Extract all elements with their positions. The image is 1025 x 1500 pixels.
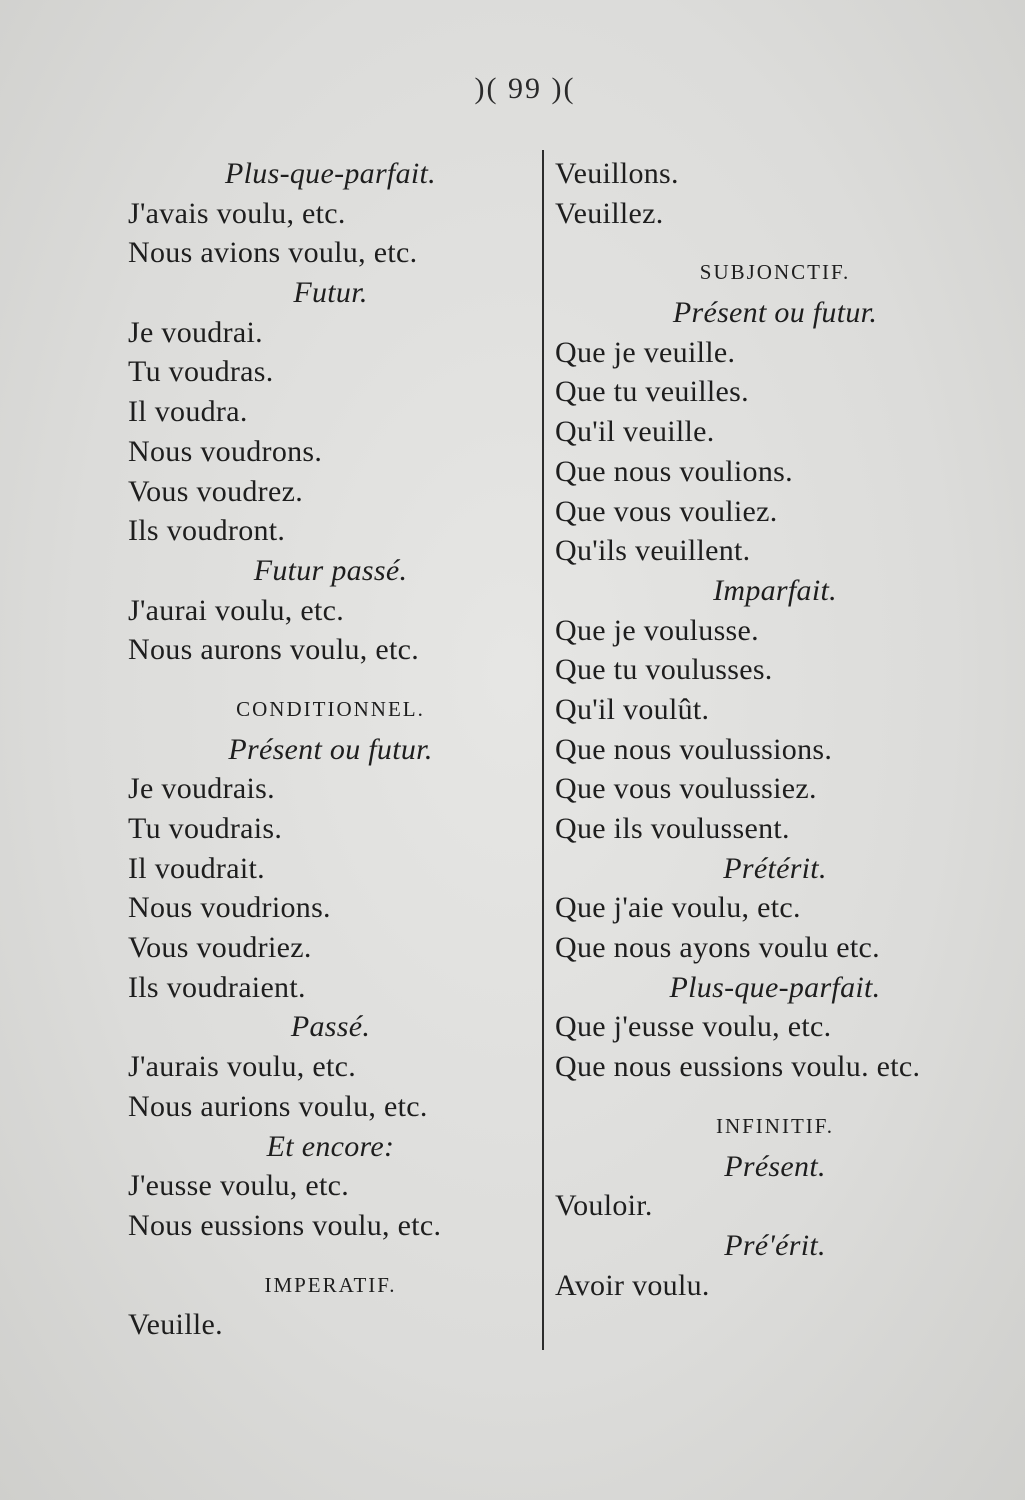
heading-passe: Passé. <box>290 1010 371 1044</box>
section-infinitif: INFINITIF. <box>715 1113 835 1138</box>
conjugation-line: Que vous voulussiez. <box>555 772 817 806</box>
heading-present-ou-futur: Présent ou futur. <box>228 732 433 766</box>
conjugation-line: Que nous voulussions. <box>555 732 833 766</box>
heading-present: Présent. <box>724 1149 826 1183</box>
conjugation-line: Je voudrai. <box>128 315 263 349</box>
conjugation-line: Que vous vouliez. <box>555 494 778 528</box>
conjugation-line: Que nous eussions voulu. etc. <box>555 1050 921 1084</box>
conjugation-line: Je voudrais. <box>128 772 275 806</box>
column-divider <box>542 150 544 1350</box>
conjugation-line: Vous voudrez. <box>128 474 303 508</box>
section-subjonctif: SUBJONCTIF. <box>699 260 851 285</box>
heading-futur-passe: Futur passé. <box>253 553 408 587</box>
section-imperatif: IMPERATIF. <box>264 1272 397 1297</box>
heading-preterit: Prétérit. <box>723 851 827 885</box>
heading-present-ou-futur: Présent ou futur. <box>672 296 878 330</box>
conjugation-line: Ils voudront. <box>128 514 286 548</box>
conjugation-line: Il voudra. <box>128 395 248 429</box>
conjugation-line: Qu'il veuille. <box>555 415 715 449</box>
heading-plus-que-parfait: Plus-que-parfait. <box>225 157 436 190</box>
conjugation-line: Nous voudrons. <box>128 434 323 468</box>
conjugation-line: J'avais voulu, etc. <box>128 196 346 230</box>
conjugation-line: Que je voulusse. <box>555 613 759 647</box>
conjugation-line: Que j'aie voulu, etc. <box>555 891 801 925</box>
conjugation-line: Que tu voulusses. <box>555 653 773 687</box>
conjugation-line: Vous voudriez. <box>128 931 312 965</box>
conjugation-line: Que je veuille. <box>555 335 736 369</box>
conjugation-line: J'eusse voulu, etc. <box>128 1169 350 1203</box>
conjugation-line: Nous avions voulu, etc. <box>128 236 418 270</box>
left-column <box>128 154 533 1345</box>
conjugation-line: Ils voudraient. <box>128 970 306 1004</box>
heading-futur: Futur. <box>293 276 368 310</box>
conjugation-line: Veuillez. <box>555 196 664 230</box>
conjugation-line: Nous voudrions. <box>128 891 331 925</box>
heading-preterit: Pré'érit. <box>724 1228 826 1262</box>
conjugation-line: Qu'ils veuillent. <box>555 534 751 568</box>
conjugation-line: J'aurais voulu, etc. <box>128 1050 357 1084</box>
conjugation-line: Que tu veuilles. <box>555 375 749 409</box>
conjugation-line: Que nous voulions. <box>555 454 793 488</box>
conjugation-line: Nous aurions voulu, etc. <box>128 1089 428 1123</box>
conjugation-line: Que nous ayons voulu etc. <box>555 931 880 965</box>
conjugation-line: Tu voudrais. <box>128 812 283 845</box>
conjugation-line: Avoir voulu. <box>555 1268 710 1302</box>
conjugation-line: J'aurai voulu, etc. <box>128 593 345 627</box>
conjugation-line: Nous aurons voulu, etc. <box>128 633 420 667</box>
conjugation-line: Qu'il voulût. <box>555 692 710 726</box>
conjugation-line: Que j'eusse voulu, etc. <box>555 1010 832 1044</box>
section-conditionnel: CONDITIONNEL. <box>236 696 425 721</box>
conjugation-line: Que ils voulussent. <box>555 812 790 845</box>
page-number: )( 99 )( <box>474 72 576 105</box>
heading-plus-que-parfait: Plus-que-parfait. <box>669 970 881 1004</box>
conjugation-line: Tu voudras. <box>128 355 274 389</box>
conjugation-line: Vouloir. <box>555 1189 653 1223</box>
conjugation-line: Il voudrait. <box>128 851 265 885</box>
heading-imparfait: Imparfait. <box>713 573 837 607</box>
conjugation-line: Veuille. <box>128 1308 223 1342</box>
conjugation-line: Veuillons. <box>555 157 679 190</box>
heading-et-encore: Et encore: <box>266 1129 395 1163</box>
conjugation-line: Nous eussions voulu, etc. <box>128 1208 442 1242</box>
right-column <box>555 154 995 1305</box>
